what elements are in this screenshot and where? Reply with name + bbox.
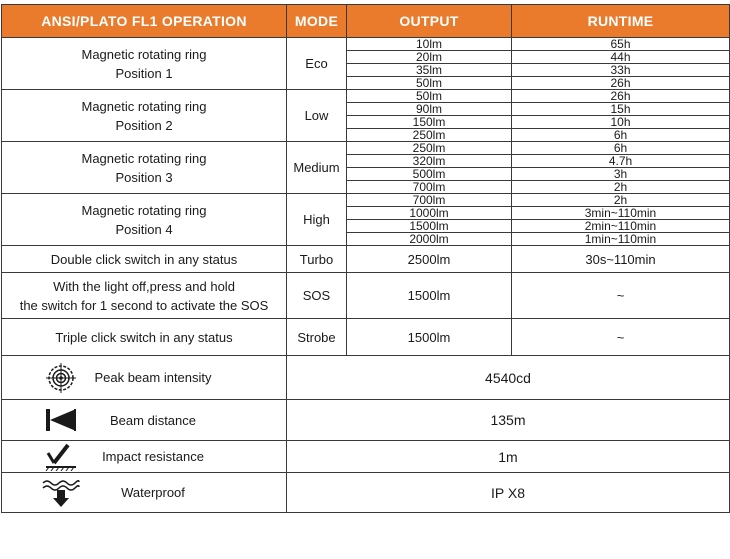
runtime-value: ~ xyxy=(512,319,730,356)
feature-label: Impact resistance xyxy=(102,449,204,464)
output-value: 700lm xyxy=(347,181,512,194)
runtime-value: 2min~110min xyxy=(512,220,730,233)
mode-description xyxy=(2,273,287,319)
header-runtime: RUNTIME xyxy=(512,5,730,38)
runtime-value: 6h xyxy=(512,129,730,142)
feature-label-cell xyxy=(2,400,287,441)
runtime-value: 6h xyxy=(512,142,730,155)
runtime-value: 44h xyxy=(512,51,730,64)
feature-value: IP X8 xyxy=(287,473,730,513)
impact-icon xyxy=(42,442,80,472)
runtime-value: 26h xyxy=(512,90,730,103)
feature-label: Beam distance xyxy=(110,412,196,428)
description-line: the switch for 1 second to activate the SOS xyxy=(19,297,269,313)
output-value: 10lm xyxy=(347,38,512,51)
feature-row xyxy=(2,473,730,513)
description-line: With the light off,press and hold xyxy=(53,278,235,294)
runtime-value: 10h xyxy=(512,116,730,129)
feature-value: 135m xyxy=(287,400,730,441)
description-line: Position 1 xyxy=(115,65,173,81)
runtime-value: 15h xyxy=(512,103,730,116)
output-value: 2000lm xyxy=(347,233,512,246)
mode-description xyxy=(2,38,287,90)
table-body xyxy=(2,38,730,513)
table-row xyxy=(2,319,730,356)
output-value: 35lm xyxy=(347,64,512,77)
description-line: Magnetic rotating ring xyxy=(81,46,207,62)
output-value: 1500lm xyxy=(347,220,512,233)
mode-name: Eco xyxy=(287,38,347,90)
runtime-value: 26h xyxy=(512,77,730,90)
table-row xyxy=(2,246,730,273)
mode-name: Turbo xyxy=(287,246,347,273)
runtime-value: 2h xyxy=(512,194,730,207)
output-value: 250lm xyxy=(347,142,512,155)
feature-label: Waterproof xyxy=(121,485,185,500)
mode-name: Strobe xyxy=(287,319,347,356)
table-row xyxy=(2,90,730,103)
mode-name: Low xyxy=(287,90,347,142)
description-line: Magnetic rotating ring xyxy=(81,150,207,166)
runtime-value: 30s~110min xyxy=(512,246,730,273)
feature-label: Peak beam intensity xyxy=(94,370,212,385)
mode-name: Medium xyxy=(287,142,347,194)
output-value: 90lm xyxy=(347,103,512,116)
mode-description xyxy=(2,194,287,246)
output-value: 150lm xyxy=(347,116,512,129)
output-value: 50lm xyxy=(347,77,512,90)
runtime-value: ~ xyxy=(512,273,730,319)
header-mode: MODE xyxy=(287,5,347,38)
waterproof-icon xyxy=(42,478,80,508)
target-icon xyxy=(42,363,80,393)
runtime-value: 65h xyxy=(512,38,730,51)
output-value: 2500lm xyxy=(347,246,512,273)
output-value: 1500lm xyxy=(347,273,512,319)
output-value: 20lm xyxy=(347,51,512,64)
table-row xyxy=(2,194,730,207)
description-line: Position 4 xyxy=(115,221,173,237)
feature-row xyxy=(2,400,730,441)
mode-description: Double click switch in any status xyxy=(2,246,287,273)
output-value: 320lm xyxy=(347,155,512,168)
feature-label-cell xyxy=(2,356,287,400)
runtime-value: 4.7h xyxy=(512,155,730,168)
feature-label-cell xyxy=(2,441,287,473)
runtime-value: 3h xyxy=(512,168,730,181)
mode-name: SOS xyxy=(287,273,347,319)
feature-row xyxy=(2,356,730,400)
header-row xyxy=(2,5,730,38)
output-value: 1500lm xyxy=(347,319,512,356)
feature-row xyxy=(2,441,730,473)
output-value: 1000lm xyxy=(347,207,512,220)
description-line: Magnetic rotating ring xyxy=(81,98,207,114)
operation-table xyxy=(1,4,730,513)
runtime-value: 2h xyxy=(512,181,730,194)
runtime-value: 3min~110min xyxy=(512,207,730,220)
description-line: Position 3 xyxy=(115,169,173,185)
description-line: Position 2 xyxy=(115,117,173,133)
runtime-value: 33h xyxy=(512,64,730,77)
header-operation: ANSI/PLATO FL1 OPERATION xyxy=(2,5,287,38)
output-value: 250lm xyxy=(347,129,512,142)
feature-value: 1m xyxy=(287,441,730,473)
table-row xyxy=(2,142,730,155)
output-value: 500lm xyxy=(347,168,512,181)
mode-description xyxy=(2,90,287,142)
runtime-value: 1min~110min xyxy=(512,233,730,246)
beam-distance-icon xyxy=(42,405,80,435)
output-value: 700lm xyxy=(347,194,512,207)
mode-name: High xyxy=(287,194,347,246)
mode-description xyxy=(2,142,287,194)
output-value: 50lm xyxy=(347,90,512,103)
mode-description: Triple click switch in any status xyxy=(2,319,287,356)
feature-value: 4540cd xyxy=(287,356,730,400)
header-output: OUTPUT xyxy=(347,5,512,38)
description-line: Magnetic rotating ring xyxy=(81,202,207,218)
feature-label-cell xyxy=(2,473,287,513)
table-row xyxy=(2,273,730,319)
table-row xyxy=(2,38,730,51)
